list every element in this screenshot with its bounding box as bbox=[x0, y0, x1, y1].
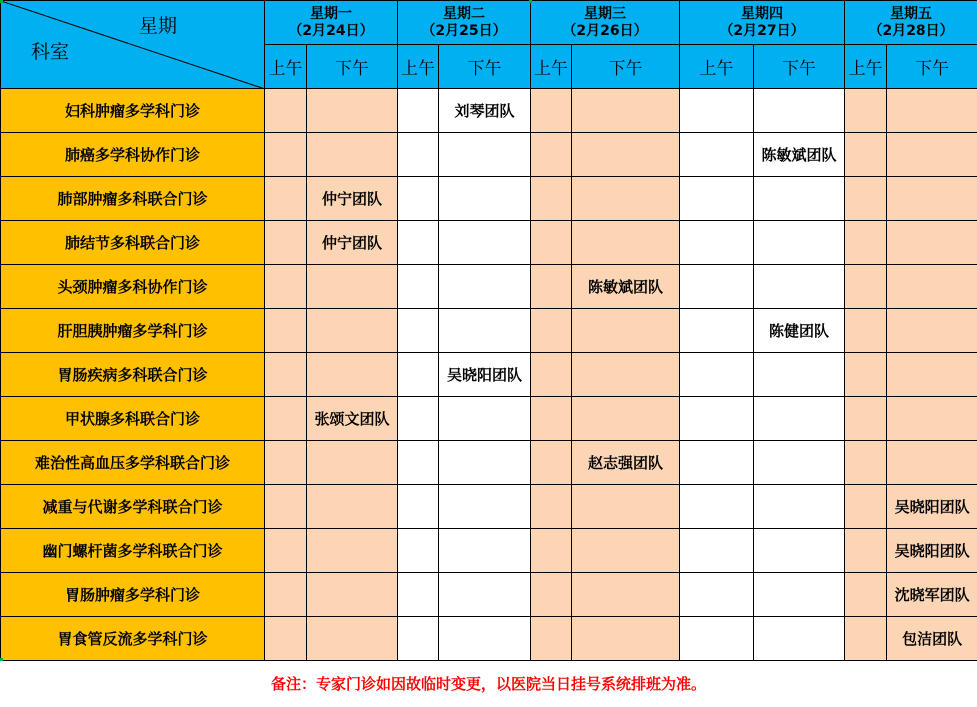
pm-slot: 仲宁团队 bbox=[307, 177, 398, 221]
am-slot bbox=[531, 485, 572, 529]
table-row bbox=[1, 177, 977, 221]
corner-header bbox=[1, 1, 265, 89]
table-row bbox=[1, 529, 977, 573]
day-header-wednesday bbox=[531, 1, 680, 45]
am-slot bbox=[845, 397, 887, 441]
day-name: 星期三 bbox=[531, 6, 679, 23]
am-slot bbox=[845, 617, 887, 661]
am-slot bbox=[398, 397, 439, 441]
pm-slot bbox=[572, 485, 680, 529]
pm-slot bbox=[307, 133, 398, 177]
department-name: 胃食管反流多学科门诊 bbox=[1, 617, 265, 661]
am-slot bbox=[845, 133, 887, 177]
day-header-monday bbox=[265, 1, 398, 45]
table-row bbox=[1, 265, 977, 309]
pm-slot bbox=[572, 529, 680, 573]
am-slot bbox=[398, 485, 439, 529]
table-row bbox=[1, 397, 977, 441]
am-slot bbox=[398, 89, 439, 133]
am-header: 上午 bbox=[398, 45, 439, 89]
pm-slot bbox=[572, 617, 680, 661]
am-slot bbox=[680, 221, 754, 265]
pm-slot bbox=[572, 221, 680, 265]
pm-slot bbox=[754, 353, 845, 397]
am-slot bbox=[265, 617, 307, 661]
pm-slot bbox=[439, 529, 531, 573]
am-slot bbox=[845, 441, 887, 485]
pm-slot: 赵志强团队 bbox=[572, 441, 680, 485]
pm-header: 下午 bbox=[307, 45, 398, 89]
pm-slot: 吴晓阳团队 bbox=[887, 485, 977, 529]
day-date: （2月27日） bbox=[680, 23, 844, 40]
am-slot bbox=[531, 353, 572, 397]
weekday-axis-label: 星期 bbox=[139, 11, 177, 38]
pm-slot bbox=[572, 353, 680, 397]
pm-slot bbox=[439, 485, 531, 529]
pm-slot bbox=[439, 617, 531, 661]
am-slot bbox=[845, 177, 887, 221]
pm-slot bbox=[754, 397, 845, 441]
pm-slot: 刘琴团队 bbox=[439, 89, 531, 133]
pm-header: 下午 bbox=[439, 45, 531, 89]
am-slot bbox=[531, 221, 572, 265]
pm-slot bbox=[887, 309, 977, 353]
department-axis-label: 科室 bbox=[31, 37, 69, 64]
pm-slot bbox=[572, 309, 680, 353]
pm-slot: 沈晓军团队 bbox=[887, 573, 977, 617]
table-row bbox=[1, 485, 977, 529]
am-slot bbox=[398, 617, 439, 661]
pm-slot bbox=[439, 573, 531, 617]
pm-slot bbox=[439, 177, 531, 221]
pm-slot bbox=[439, 397, 531, 441]
am-slot bbox=[265, 89, 307, 133]
am-slot bbox=[680, 89, 754, 133]
am-slot bbox=[398, 441, 439, 485]
am-slot bbox=[845, 573, 887, 617]
pm-slot bbox=[572, 133, 680, 177]
am-slot bbox=[680, 353, 754, 397]
table-row bbox=[1, 309, 977, 353]
am-slot bbox=[265, 309, 307, 353]
am-slot bbox=[680, 397, 754, 441]
pm-slot bbox=[439, 441, 531, 485]
am-slot bbox=[398, 529, 439, 573]
pm-header: 下午 bbox=[887, 45, 977, 89]
am-slot bbox=[845, 221, 887, 265]
am-header: 上午 bbox=[265, 45, 307, 89]
am-slot bbox=[265, 397, 307, 441]
am-slot bbox=[531, 529, 572, 573]
am-slot bbox=[265, 353, 307, 397]
pm-slot bbox=[572, 573, 680, 617]
am-slot bbox=[265, 177, 307, 221]
am-slot bbox=[531, 573, 572, 617]
day-header-tuesday bbox=[398, 1, 531, 45]
am-slot bbox=[531, 617, 572, 661]
department-name: 胃肠肿瘤多学科门诊 bbox=[1, 573, 265, 617]
am-slot bbox=[531, 265, 572, 309]
pm-slot bbox=[887, 89, 977, 133]
day-name: 星期四 bbox=[680, 6, 844, 23]
pm-slot bbox=[439, 221, 531, 265]
pm-slot: 包洁团队 bbox=[887, 617, 977, 661]
department-name: 减重与代谢多学科联合门诊 bbox=[1, 485, 265, 529]
am-slot bbox=[680, 133, 754, 177]
pm-slot bbox=[307, 309, 398, 353]
am-slot bbox=[398, 177, 439, 221]
am-slot bbox=[845, 309, 887, 353]
department-name: 甲状腺多科联合门诊 bbox=[1, 397, 265, 441]
am-slot bbox=[680, 485, 754, 529]
day-date: （2月25日） bbox=[398, 23, 530, 40]
am-slot bbox=[845, 89, 887, 133]
department-name: 肺部肿瘤多科联合门诊 bbox=[1, 177, 265, 221]
pm-slot bbox=[439, 265, 531, 309]
am-slot bbox=[680, 529, 754, 573]
am-slot bbox=[531, 177, 572, 221]
cell-marker bbox=[0, 658, 3, 661]
am-slot bbox=[680, 441, 754, 485]
am-slot bbox=[845, 353, 887, 397]
pm-slot bbox=[307, 265, 398, 309]
am-slot bbox=[531, 133, 572, 177]
table-row bbox=[1, 573, 977, 617]
am-slot bbox=[680, 617, 754, 661]
pm-slot bbox=[754, 221, 845, 265]
pm-slot bbox=[754, 529, 845, 573]
am-slot bbox=[265, 529, 307, 573]
pm-slot bbox=[754, 265, 845, 309]
pm-slot bbox=[754, 89, 845, 133]
am-slot bbox=[531, 397, 572, 441]
pm-slot: 陈健团队 bbox=[754, 309, 845, 353]
day-name: 星期一 bbox=[265, 6, 397, 23]
am-slot bbox=[398, 265, 439, 309]
pm-slot bbox=[572, 89, 680, 133]
department-name: 肝胆胰肿瘤多学科门诊 bbox=[1, 309, 265, 353]
pm-slot bbox=[754, 441, 845, 485]
pm-slot bbox=[887, 177, 977, 221]
table-row bbox=[1, 353, 977, 397]
day-date: （2月26日） bbox=[531, 23, 679, 40]
pm-slot bbox=[887, 133, 977, 177]
am-header: 上午 bbox=[845, 45, 887, 89]
am-slot bbox=[845, 529, 887, 573]
pm-header: 下午 bbox=[572, 45, 680, 89]
day-name: 星期五 bbox=[845, 6, 977, 23]
am-slot bbox=[265, 485, 307, 529]
am-slot bbox=[398, 309, 439, 353]
cell-marker bbox=[0, 0, 3, 3]
am-slot bbox=[680, 309, 754, 353]
department-name: 幽门螺杆菌多学科联合门诊 bbox=[1, 529, 265, 573]
department-name: 胃肠疾病多科联合门诊 bbox=[1, 353, 265, 397]
pm-slot bbox=[754, 617, 845, 661]
pm-slot: 仲宁团队 bbox=[307, 221, 398, 265]
schedule-body bbox=[1, 89, 977, 661]
table-row bbox=[1, 617, 977, 661]
day-date: （2月28日） bbox=[845, 23, 977, 40]
am-slot bbox=[398, 353, 439, 397]
table-row bbox=[1, 89, 977, 133]
am-slot bbox=[680, 573, 754, 617]
pm-slot bbox=[307, 89, 398, 133]
am-slot bbox=[845, 265, 887, 309]
day-name: 星期二 bbox=[398, 6, 530, 23]
pm-slot: 陈敏斌团队 bbox=[754, 133, 845, 177]
am-slot bbox=[265, 221, 307, 265]
am-slot bbox=[265, 133, 307, 177]
pm-slot bbox=[307, 441, 398, 485]
department-name: 肺癌多学科协作门诊 bbox=[1, 133, 265, 177]
department-name: 头颈肿瘤多科协作门诊 bbox=[1, 265, 265, 309]
am-slot bbox=[265, 265, 307, 309]
pm-slot bbox=[887, 265, 977, 309]
department-name: 妇科肿瘤多学科门诊 bbox=[1, 89, 265, 133]
am-slot bbox=[398, 573, 439, 617]
pm-slot bbox=[307, 529, 398, 573]
pm-slot: 张颂文团队 bbox=[307, 397, 398, 441]
day-header-thursday bbox=[680, 1, 845, 45]
cell-marker bbox=[529, 0, 532, 3]
pm-slot bbox=[439, 309, 531, 353]
pm-slot bbox=[439, 133, 531, 177]
am-slot bbox=[680, 265, 754, 309]
pm-header: 下午 bbox=[754, 45, 845, 89]
pm-slot bbox=[307, 485, 398, 529]
department-name: 难治性高血压多学科联合门诊 bbox=[1, 441, 265, 485]
am-slot bbox=[845, 485, 887, 529]
pm-slot bbox=[887, 221, 977, 265]
day-header-friday bbox=[845, 1, 977, 45]
pm-slot: 吴晓阳团队 bbox=[887, 529, 977, 573]
pm-slot: 陈敏斌团队 bbox=[572, 265, 680, 309]
am-header: 上午 bbox=[680, 45, 754, 89]
am-slot bbox=[398, 221, 439, 265]
am-slot bbox=[531, 441, 572, 485]
am-slot bbox=[265, 441, 307, 485]
pm-slot bbox=[887, 441, 977, 485]
pm-slot bbox=[887, 353, 977, 397]
am-header: 上午 bbox=[531, 45, 572, 89]
day-date: （2月24日） bbox=[265, 23, 397, 40]
pm-slot bbox=[307, 617, 398, 661]
pm-slot bbox=[754, 485, 845, 529]
pm-slot bbox=[307, 353, 398, 397]
am-slot bbox=[680, 177, 754, 221]
pm-slot: 吴晓阳团队 bbox=[439, 353, 531, 397]
table-row bbox=[1, 441, 977, 485]
am-slot bbox=[265, 573, 307, 617]
pm-slot bbox=[887, 397, 977, 441]
pm-slot bbox=[307, 573, 398, 617]
am-slot bbox=[531, 89, 572, 133]
pm-slot bbox=[754, 573, 845, 617]
pm-slot bbox=[572, 397, 680, 441]
footer-note: 备注：专家门诊如因故临时变更，以医院当日挂号系统排班为准。 bbox=[0, 661, 977, 705]
department-name: 肺结节多科联合门诊 bbox=[1, 221, 265, 265]
table-row bbox=[1, 133, 977, 177]
am-slot bbox=[531, 309, 572, 353]
pm-slot bbox=[572, 177, 680, 221]
pm-slot bbox=[754, 177, 845, 221]
am-slot bbox=[398, 133, 439, 177]
table-row bbox=[1, 221, 977, 265]
